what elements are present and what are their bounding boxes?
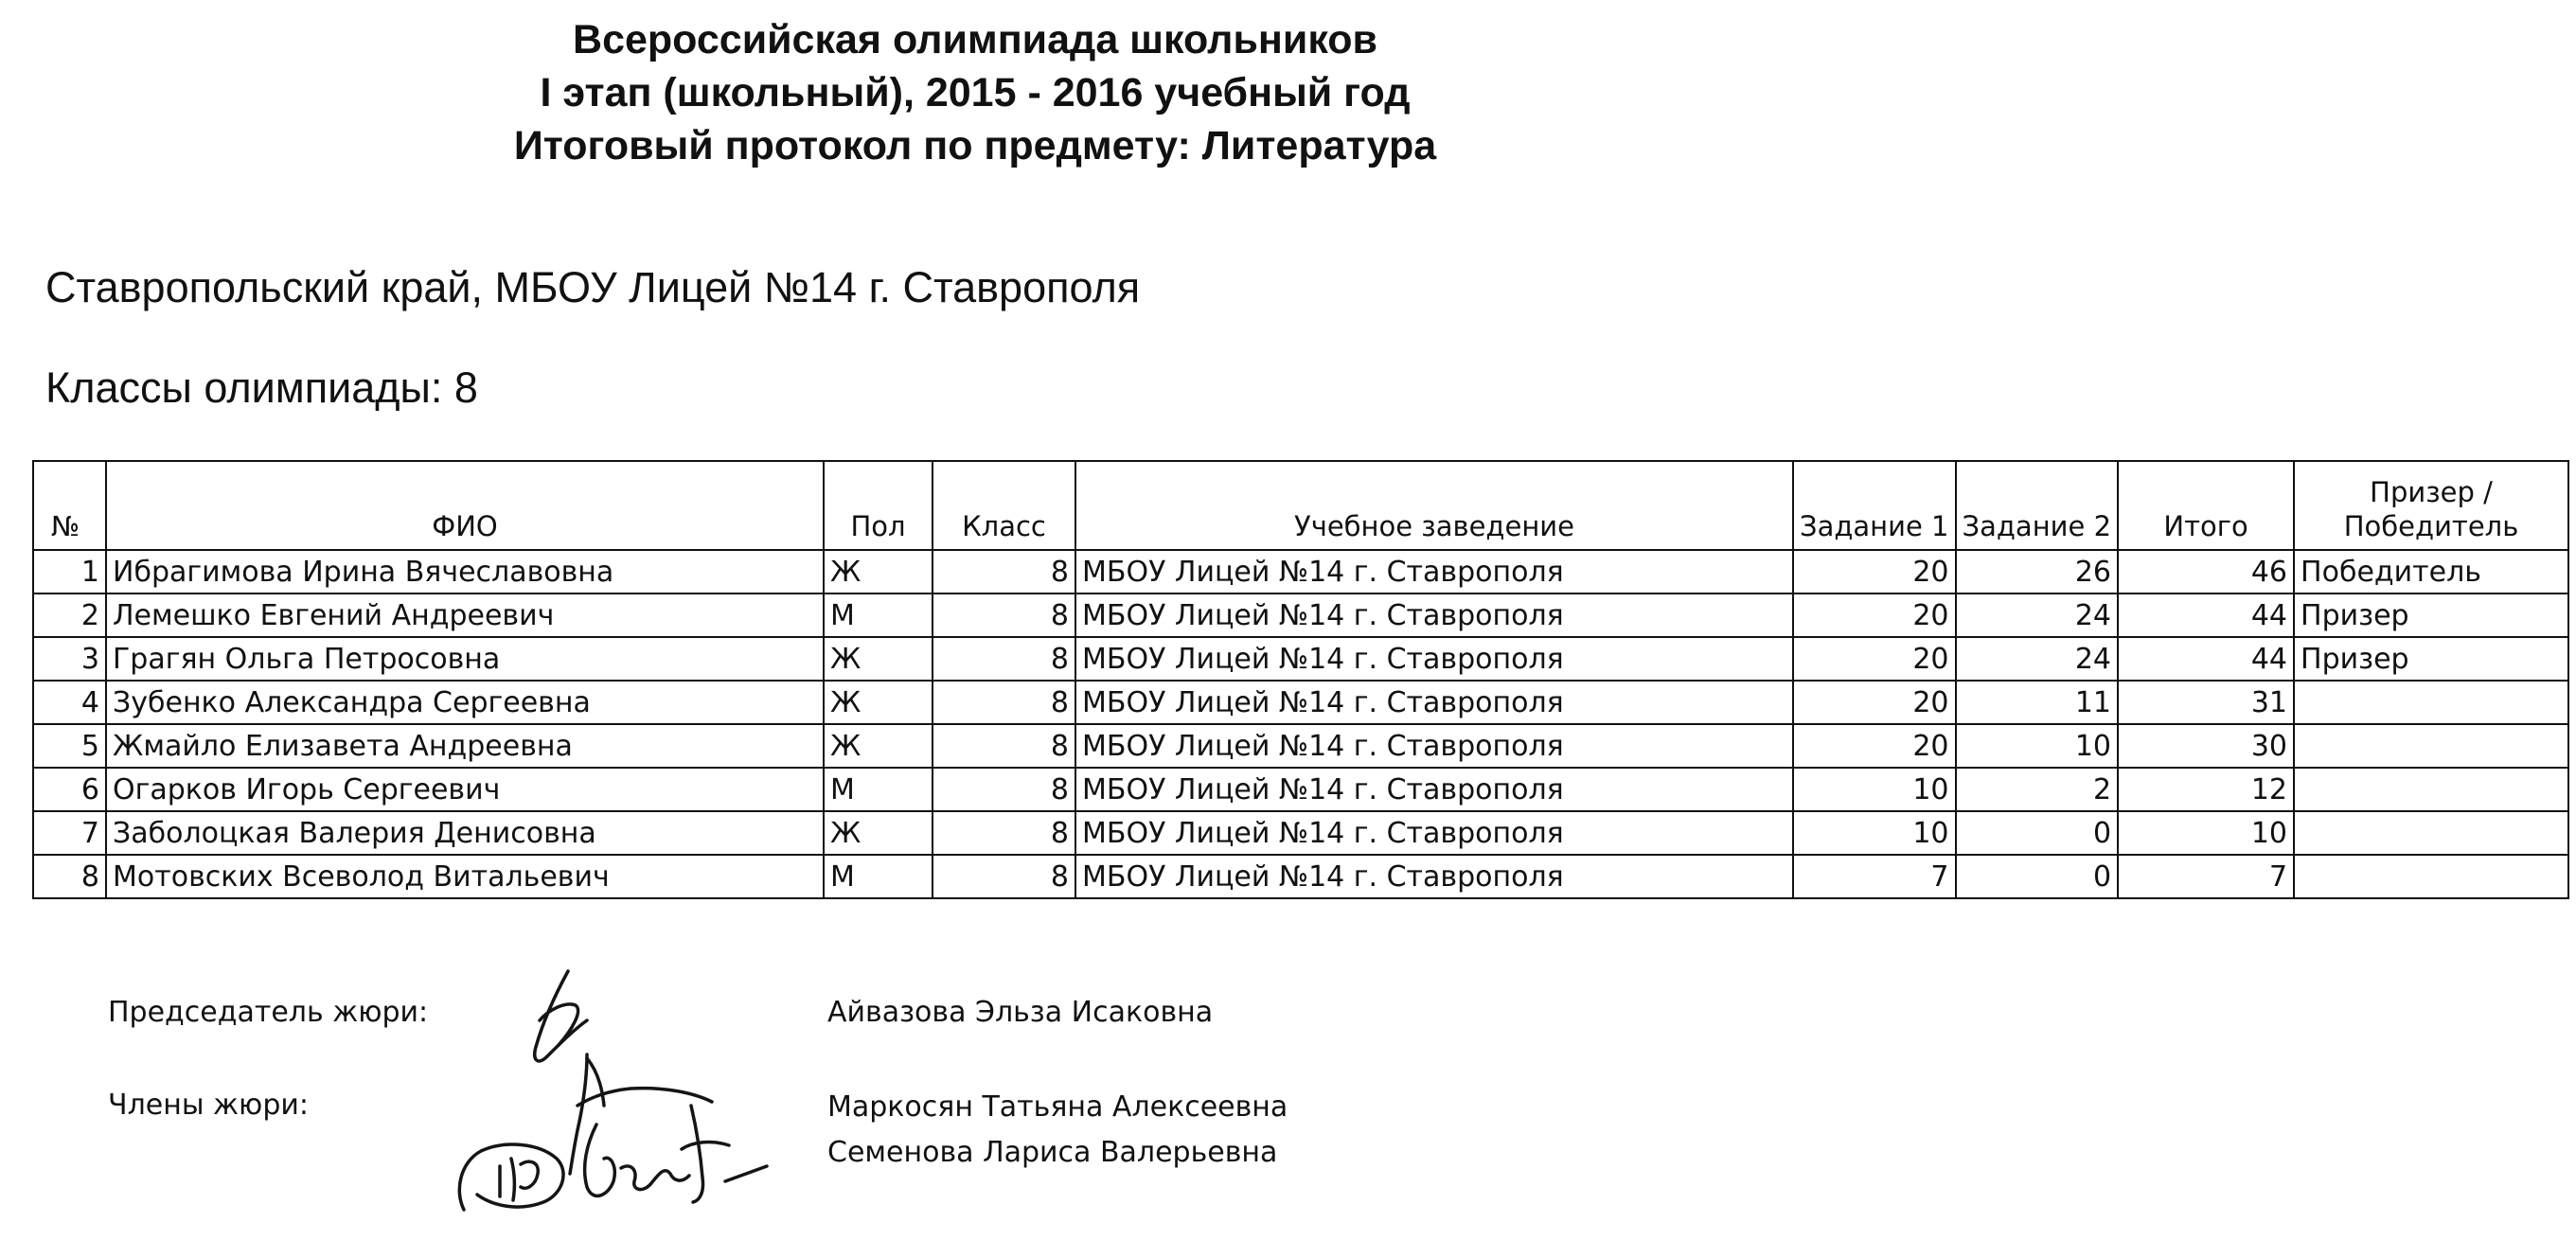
cell-sex: Ж	[824, 681, 933, 724]
jury-members-label: Члены жюри:	[108, 1089, 309, 1122]
cell-task2: 10	[1956, 724, 2119, 768]
cell-total: 10	[2118, 811, 2294, 855]
cell-task1: 20	[1793, 593, 1956, 637]
header-fio: ФИО	[106, 461, 824, 550]
cell-total: 12	[2118, 768, 2294, 811]
cell-task2: 2	[1956, 768, 2119, 811]
cell-grade: 8	[933, 855, 1075, 898]
cell-fio: Заболоцкая Валерия Денисовна	[106, 811, 824, 855]
header-prize-line1: Призер /	[2370, 476, 2493, 508]
table-row	[33, 550, 2568, 593]
header-sex: Пол	[824, 461, 933, 550]
cell-total: 46	[2118, 550, 2294, 593]
header-task2: Задание 2	[1956, 461, 2119, 550]
cell-prize: Призер	[2294, 593, 2568, 637]
cell-school: МБОУ Лицей №14 г. Ставрополя	[1075, 811, 1793, 855]
table-row	[33, 637, 2568, 681]
table-row	[33, 855, 2568, 898]
cell-school: МБОУ Лицей №14 г. Ставрополя	[1075, 681, 1793, 724]
cell-num: 8	[33, 855, 106, 898]
cell-task2: 0	[1956, 811, 2119, 855]
cell-task2: 24	[1956, 637, 2119, 681]
jury-member-2: Семенова Лариса Валерьевна	[827, 1136, 1278, 1169]
cell-grade: 8	[933, 724, 1075, 768]
cell-prize	[2294, 724, 2568, 768]
cell-total: 31	[2118, 681, 2294, 724]
cell-task1: 20	[1793, 681, 1956, 724]
cell-task1: 10	[1793, 811, 1956, 855]
cell-sex: М	[824, 768, 933, 811]
cell-grade: 8	[933, 681, 1075, 724]
cell-grade: 8	[933, 593, 1075, 637]
results-table	[32, 460, 2569, 899]
cell-sex: Ж	[824, 637, 933, 681]
table-row	[33, 681, 2568, 724]
cell-grade: 8	[933, 550, 1075, 593]
cell-prize: Победитель	[2294, 550, 2568, 593]
header-num: №	[33, 461, 106, 550]
cell-task1: 7	[1793, 855, 1956, 898]
title-line-1: Всероссийская олимпиада школьников	[573, 17, 1377, 62]
header-school: Учебное заведение	[1075, 461, 1793, 550]
jury-member-1: Маркосян Татьяна Алексеевна	[827, 1090, 1288, 1124]
region-school: Ставропольский край, МБОУ Лицей №14 г. Ставрополя	[45, 263, 1141, 311]
cell-fio: Лемешко Евгений Андреевич	[106, 593, 824, 637]
table-row	[33, 811, 2568, 855]
cell-school: МБОУ Лицей №14 г. Ставрополя	[1075, 550, 1793, 593]
cell-task2: 24	[1956, 593, 2119, 637]
cell-num: 6	[33, 768, 106, 811]
cell-task1: 10	[1793, 768, 1956, 811]
cell-sex: М	[824, 593, 933, 637]
cell-total: 30	[2118, 724, 2294, 768]
cell-prize	[2294, 811, 2568, 855]
title-line-3: Итоговый протокол по предмету: Литература	[513, 123, 1437, 168]
cell-school: МБОУ Лицей №14 г. Ставрополя	[1075, 724, 1793, 768]
table-row	[33, 768, 2568, 811]
cell-total: 44	[2118, 637, 2294, 681]
jury-chair-label: Председатель жюри:	[108, 996, 429, 1029]
cell-fio: Жмайло Елизавета Андреевна	[106, 724, 824, 768]
cell-fio: Мотовских Всеволод Витальевич	[106, 855, 824, 898]
cell-num: 1	[33, 550, 106, 593]
cell-grade: 8	[933, 637, 1075, 681]
cell-fio: Огарков Игорь Сергеевич	[106, 768, 824, 811]
cell-sex: Ж	[824, 811, 933, 855]
cell-num: 7	[33, 811, 106, 855]
cell-school: МБОУ Лицей №14 г. Ставрополя	[1075, 855, 1793, 898]
cell-prize	[2294, 768, 2568, 811]
header-grade: Класс	[933, 461, 1075, 550]
cell-prize	[2294, 681, 2568, 724]
cell-fio: Ибрагимова Ирина Вячеславовна	[106, 550, 824, 593]
cell-fio: Грагян Ольга Петросовна	[106, 637, 824, 681]
cell-sex: М	[824, 855, 933, 898]
cell-task2: 26	[1956, 550, 2119, 593]
cell-school: МБОУ Лицей №14 г. Ставрополя	[1075, 593, 1793, 637]
cell-num: 5	[33, 724, 106, 768]
cell-total: 44	[2118, 593, 2294, 637]
cell-sex: Ж	[824, 724, 933, 768]
title-line-2: I этап (школьный), 2015 - 2016 учебный год	[540, 70, 1411, 115]
cell-num: 3	[33, 637, 106, 681]
cell-task1: 20	[1793, 724, 1956, 768]
cell-sex: Ж	[824, 550, 933, 593]
cell-school: МБОУ Лицей №14 г. Ставрополя	[1075, 768, 1793, 811]
cell-task2: 11	[1956, 681, 2119, 724]
table-header-row	[33, 461, 2568, 550]
cell-school: МБОУ Лицей №14 г. Ставрополя	[1075, 637, 1793, 681]
cell-grade: 8	[933, 811, 1075, 855]
table-body	[33, 550, 2568, 898]
cell-task1: 20	[1793, 550, 1956, 593]
table-row	[33, 724, 2568, 768]
table-row	[33, 593, 2568, 637]
cell-fio: Зубенко Александра Сергеевна	[106, 681, 824, 724]
cell-grade: 8	[933, 768, 1075, 811]
jury-chair-name: Айвазова Эльза Исаковна	[827, 996, 1214, 1029]
cell-num: 4	[33, 681, 106, 724]
document-title	[0, 13, 1950, 172]
header-prize-line2: Победитель	[2343, 510, 2519, 542]
cell-num: 2	[33, 593, 106, 637]
header-prize	[2294, 461, 2568, 550]
cell-prize: Призер	[2294, 637, 2568, 681]
cell-total: 7	[2118, 855, 2294, 898]
cell-task1: 20	[1793, 637, 1956, 681]
handwritten-signature-icon	[445, 964, 776, 1231]
cell-prize	[2294, 855, 2568, 898]
header-task1: Задание 1	[1793, 461, 1956, 550]
header-total: Итого	[2118, 461, 2294, 550]
cell-task2: 0	[1956, 855, 2119, 898]
olympiad-classes: Классы олимпиады: 8	[45, 363, 478, 412]
